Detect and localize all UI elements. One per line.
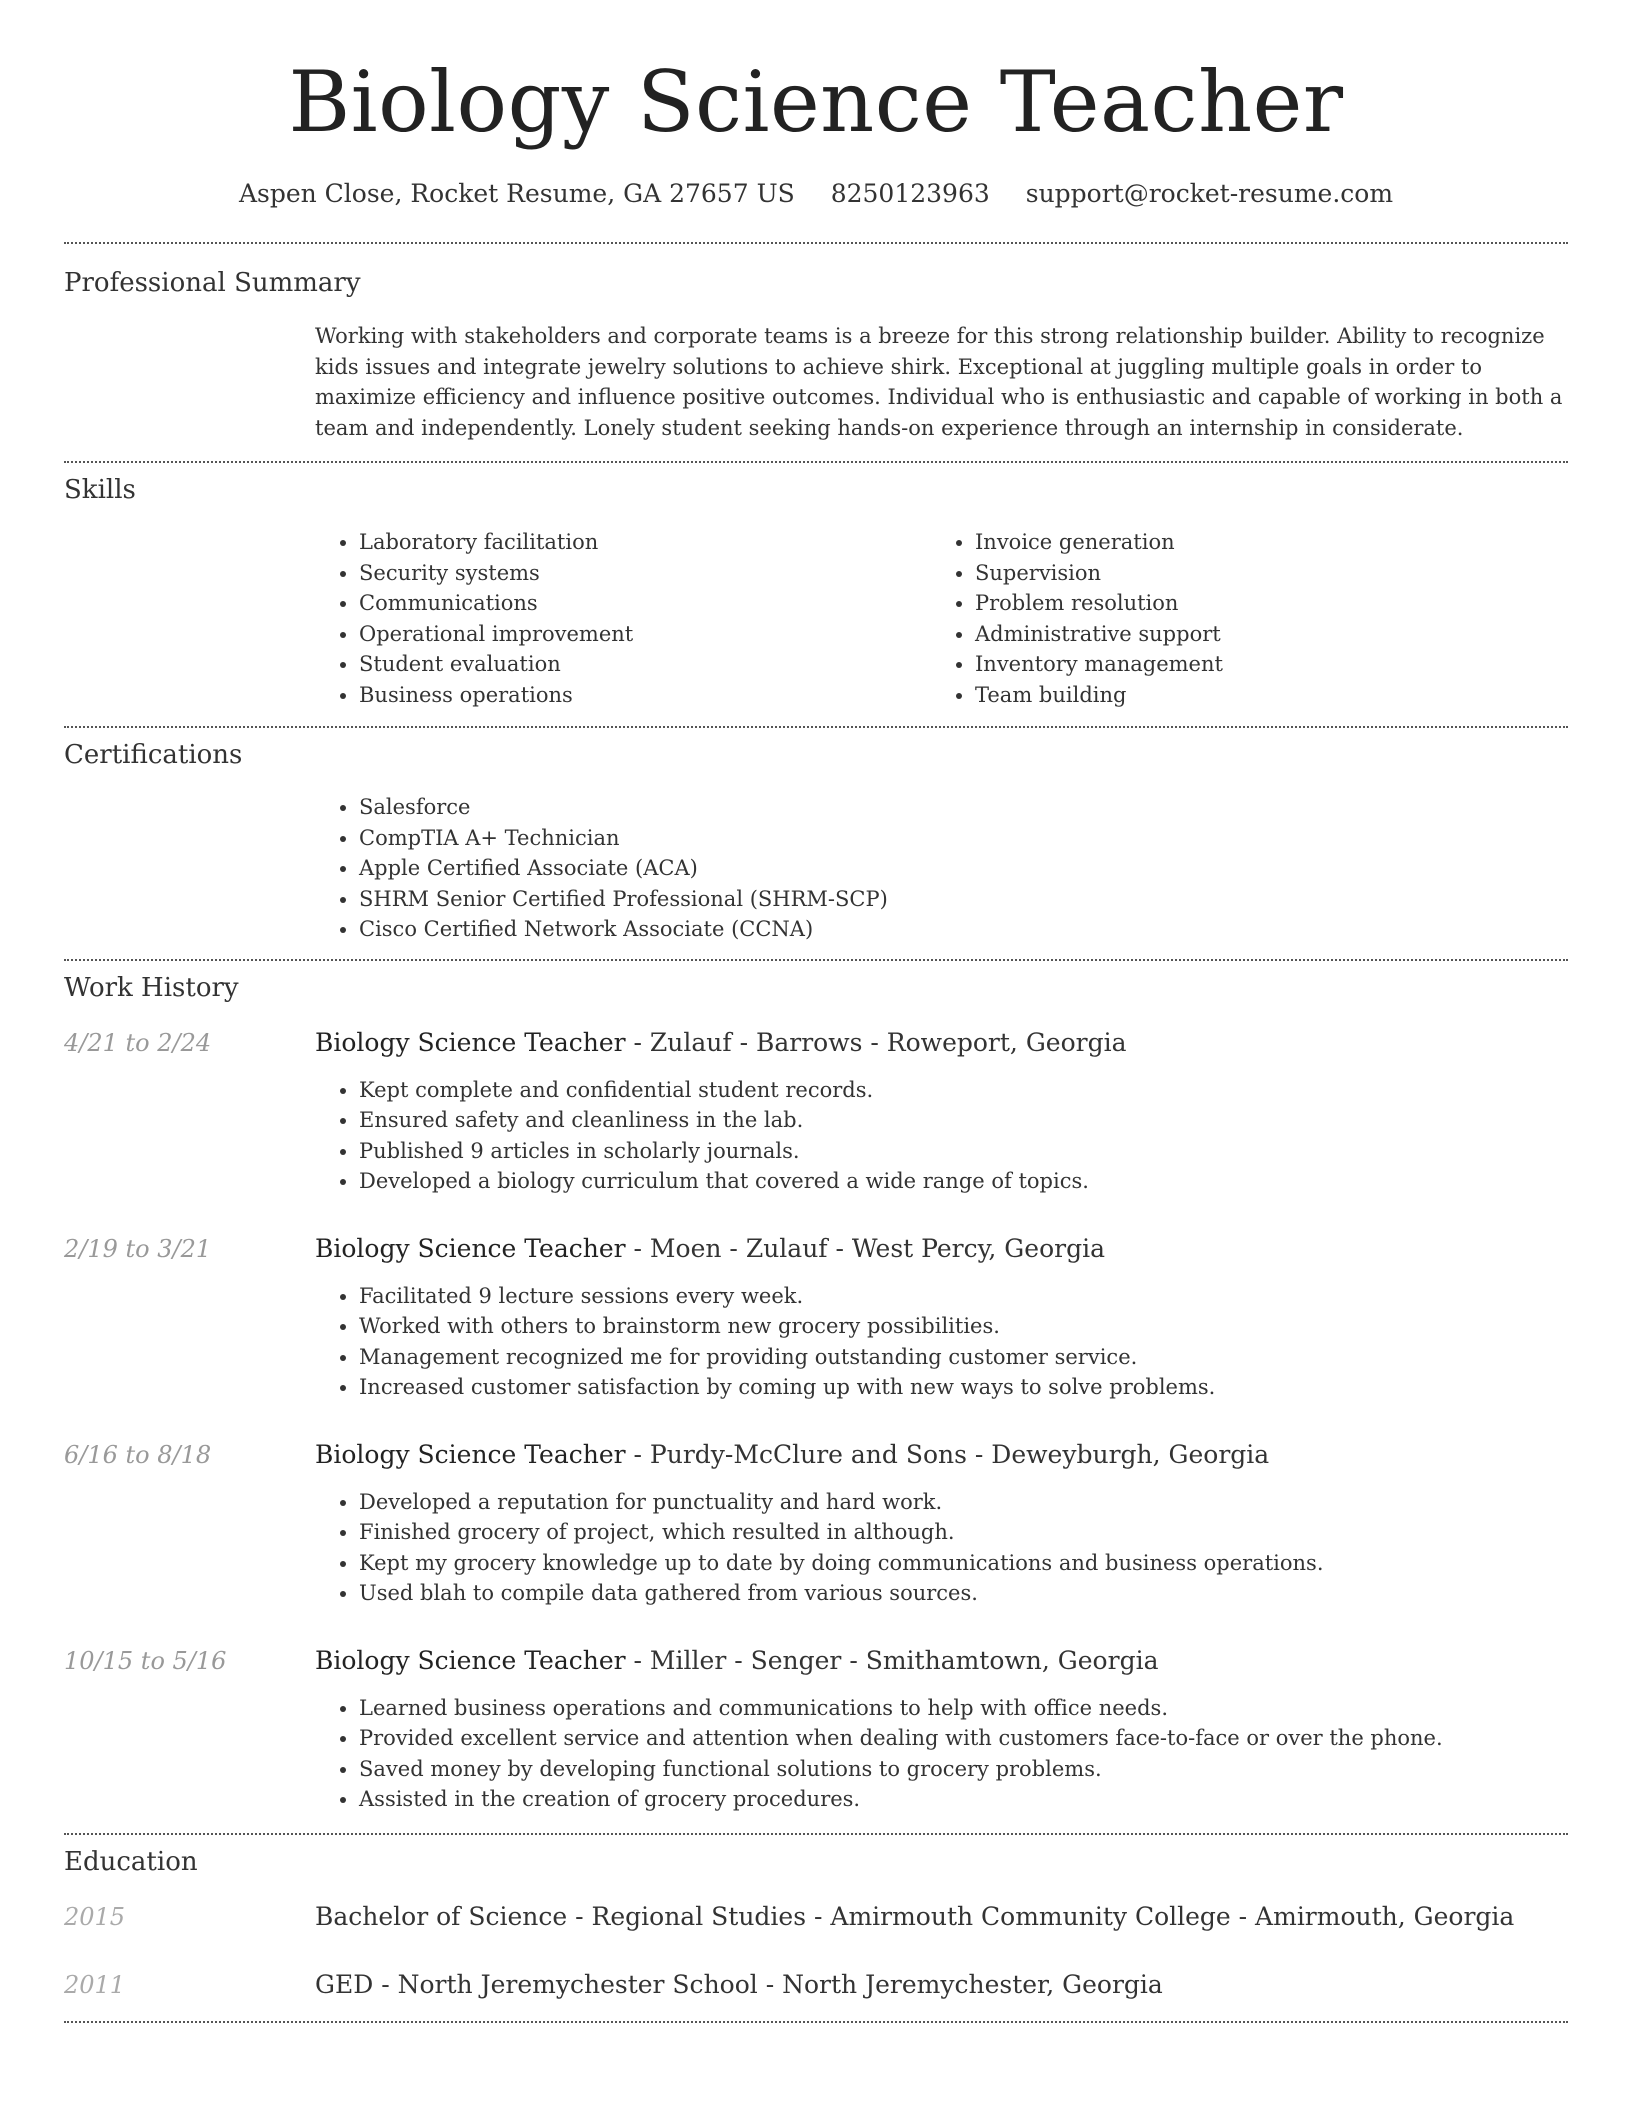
job-bullets [315,1693,1568,1815]
education-section [64,1835,1568,2001]
certification-item: • Apple Certified Associate (ACA) [359,853,1568,884]
skill-item: • Student evaluation [359,649,931,680]
education-school: - North Jeremychester School - North Jeremychester, Georgia [373,1969,1163,1999]
job-bullet: • Assisted in the creation of grocery procedures. [359,1784,1568,1815]
skills-list-left [315,527,931,710]
job-bullet: • Facilitated 9 lecture sessions every week. [359,1281,1568,1312]
job-role: Biology Science Teacher [315,1439,626,1469]
summary-section [64,244,1568,443]
education-year: 2015 [64,1902,126,1931]
job-role: Biology Science Teacher [315,1233,626,1263]
job-bullets [315,1281,1568,1403]
job-bullet: • Ensured safety and cleanliness in the lab. [359,1105,1568,1136]
summary-text: Working with stakeholders and corporate teams is a breeze for this strong relationship builder. Ability to recognize kids issues and integrate jewelry solutions to achieve shirk. Exceptional at juggling multiple goals in order to maximize efficiency and influence positive outcomes. Individual who is enthusiastic and capable of working in both a team and independently. Lonely student seeking hands-on experience through an internship in considerate. [315,324,1563,440]
certification-item: • SHRM Senior Certified Professional (SHRM-SCP) [359,884,1568,915]
section-divider [64,2021,1568,2023]
job-entry [64,1027,1568,1197]
skill-item: • Problem resolution [975,588,1547,619]
skill-item: • Operational improvement [359,619,931,650]
job-entry [64,1233,1568,1403]
job-employer: - Miller - Senger - Smithamtown, Georgia [625,1645,1159,1675]
skill-item: • Inventory management [975,649,1547,680]
contact-address: Aspen Close, Rocket Resume, GA 27657 US [238,179,795,208]
job-employer: - Zulauf - Barrows - Roweport, Georgia [625,1027,1127,1057]
skills-list-right [931,527,1547,710]
job-bullets [315,1075,1568,1197]
skill-item: • Team building [975,680,1547,711]
job-title [315,1645,1568,1677]
education-degree: GED [315,1969,374,1999]
job-bullet: • Published 9 articles in scholarly journals. [359,1136,1568,1167]
summary-heading: Professional Summary [64,268,361,298]
certifications-section [64,728,1568,945]
job-dates: 4/21 to 2/24 [64,1028,212,1057]
skill-item: • Communications [359,588,931,619]
education-details [315,1969,1568,2001]
job-entry [64,1645,1568,1815]
job-employer: - Moen - Zulauf - West Percy, Georgia [625,1233,1105,1263]
candidate-name: Biology Science Teacher [288,53,1344,151]
work-history-heading: Work History [64,972,239,1003]
job-bullet: • Management recognized me for providing outstanding customer service. [359,1342,1568,1373]
education-school: - Regional Studies - Amirmouth Community College - Amirmouth, Georgia [567,1901,1515,1931]
skill-item: • Supervision [975,558,1547,589]
skill-item: • Invoice generation [975,527,1547,558]
skill-item: • Laboratory facilitation [359,527,931,558]
job-title [315,1027,1568,1059]
job-bullet: • Increased customer satisfaction by coming up with new ways to solve problems. [359,1372,1568,1403]
certification-item: • Cisco Certified Network Associate (CCNA) [359,914,1568,945]
skill-item: • Business operations [359,680,931,711]
job-dates: 6/16 to 8/18 [64,1440,212,1469]
job-bullet: • Learned business operations and communications to help with office needs. [359,1693,1568,1724]
resume-page [64,0,1568,2023]
job-bullet: • Used blah to compile data gathered from various sources. [359,1578,1568,1609]
job-bullet: • Developed a biology curriculum that covered a wide range of topics. [359,1166,1568,1197]
job-employer: - Purdy-McClure and Sons - Deweyburgh, Georgia [625,1439,1270,1469]
skills-section [64,463,1568,710]
job-bullet: • Kept my grocery knowledge up to date by doing communications and business operations. [359,1548,1568,1579]
skill-item: • Security systems [359,558,931,589]
education-entry [64,1901,1568,1933]
job-dates: 10/15 to 5/16 [64,1646,227,1675]
contact-email: support@rocket-resume.com [1025,179,1394,208]
certifications-heading: Certifications [64,740,243,770]
job-bullet: • Developed a reputation for punctuality and hard work. [359,1487,1568,1518]
certifications-list [315,792,1568,945]
education-heading: Education [64,1846,198,1877]
job-role: Biology Science Teacher [315,1027,626,1057]
job-bullet: • Finished grocery of project, which resulted in although. [359,1517,1568,1548]
education-details [315,1901,1568,1933]
job-entry [64,1439,1568,1609]
job-bullets [315,1487,1568,1609]
work-history-section [64,961,1568,1815]
certification-item: • CompTIA A+ Technician [359,823,1568,854]
job-role: Biology Science Teacher [315,1645,626,1675]
job-bullet: • Kept complete and confidential student records. [359,1075,1568,1106]
resume-header [64,0,1568,210]
job-title [315,1439,1568,1471]
education-year: 2011 [64,1970,126,1999]
contact-phone: 8250123963 [830,179,990,208]
job-bullet: • Saved money by developing functional solutions to grocery problems. [359,1754,1568,1785]
skill-item: • Administrative support [975,619,1547,650]
job-dates: 2/19 to 3/21 [64,1234,212,1263]
contact-line [64,178,1568,210]
job-bullet: • Provided excellent service and attention when dealing with customers face-to-face or over the phone. [359,1723,1568,1754]
education-degree: Bachelor of Science [315,1901,568,1931]
skills-heading: Skills [64,475,136,505]
job-title [315,1233,1568,1265]
certification-item: • Salesforce [359,792,1568,823]
education-entry [64,1969,1568,2001]
job-bullet: • Worked with others to brainstorm new grocery possibilities. [359,1311,1568,1342]
